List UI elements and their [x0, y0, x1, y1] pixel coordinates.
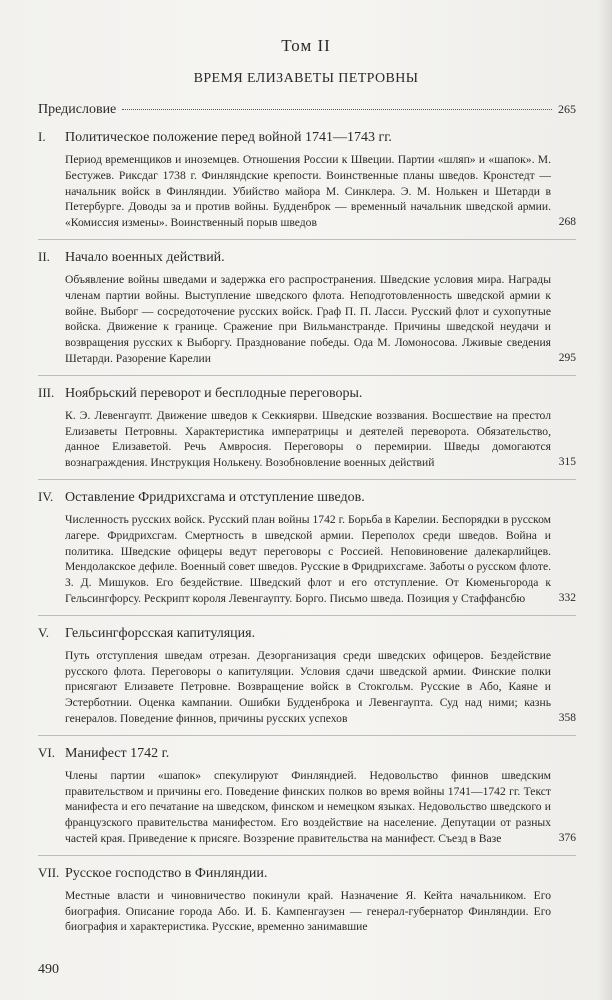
toc-entry-chapter-5[interactable] — [38, 624, 576, 727]
chapter-title: Русское господство в Финляндии. — [65, 865, 268, 881]
toc-entry-chapter-2[interactable] — [38, 248, 576, 367]
chapter-heading — [38, 128, 576, 147]
chapter-description: Члены партии «шапок» спекулируют Финляндией. Недовольство финнов шведским правительством и причины его. Поведение финских полков во время войны 1741—1742 гг. Текст манифеста и его печатание на шведском, финском и немецком языках. Недовольство шведского и французского правительства манифестом. Его воздействие на население. Депутации от разных частей края. Приведение к присяге. Воззрение правительства на манифест. Съезд в Вазе — [65, 768, 551, 845]
chapter-summary — [65, 888, 576, 935]
page-folio-number: 490 — [38, 962, 59, 977]
chapter-heading — [38, 248, 576, 267]
chapter-title: Ноябрьский переворот и бесплодные переговоры. — [65, 385, 363, 401]
chapter-summary — [65, 272, 576, 367]
chapter-heading — [38, 864, 576, 883]
divider — [38, 479, 576, 480]
preface-label: Предисловие — [38, 102, 117, 117]
page-number: 268 — [558, 216, 576, 229]
chapter-number: VI. — [38, 744, 55, 760]
page-number: 376 — [558, 831, 576, 844]
divider — [38, 855, 576, 856]
page-number: 332 — [558, 591, 576, 604]
dot-leader — [122, 109, 552, 110]
chapter-summary — [65, 648, 576, 727]
chapter-title: Гельсингфорсская капитуляция. — [65, 625, 256, 641]
chapter-number: I. — [38, 129, 46, 144]
part-title: ВРЕМЯ ЕЛИЗАВЕТЫ ПЕТРОВНЫ — [193, 71, 419, 86]
divider — [38, 615, 576, 616]
chapter-title: Оставление Фридрихсгама и отступление шведов. — [65, 489, 365, 505]
chapter-heading — [38, 488, 576, 507]
toc-entry-chapter-7[interactable] — [38, 864, 576, 935]
chapter-number: V. — [38, 624, 49, 640]
chapter-title: Манифест 1742 г. — [65, 745, 170, 761]
toc-entry-chapter-1[interactable] — [38, 128, 576, 231]
chapter-description: Путь отступления шведам отрезан. Дезорганизация среди шведских офицеров. Бездействие русского флота. Переговоры о капитуляции. Условия сдачи шведской армии. Финские полки присягают Елизавете Петровне. Возвращение войск в Стокгольм. Русские в Або, Каяне и Эстерботнии. Оценка кампании. Ошибки Будденброка и Левенгаупта. Суд над ними; казнь генералов. Поведение финнов, причины русских успехов — [65, 648, 551, 725]
divider — [38, 375, 576, 376]
toc-entry-chapter-6[interactable] — [38, 744, 576, 847]
chapter-number: VII. — [38, 864, 60, 880]
toc-entry-preface[interactable] — [38, 102, 576, 118]
chapter-heading — [38, 384, 576, 403]
chapter-number: II. — [38, 248, 50, 264]
page-number: 295 — [558, 351, 576, 364]
page-number: 358 — [558, 711, 576, 724]
chapter-summary — [65, 512, 576, 607]
chapter-summary — [65, 408, 576, 471]
chapter-heading — [38, 624, 576, 643]
chapter-title: Начало военных действий. — [65, 249, 225, 265]
table-of-contents — [38, 102, 576, 935]
toc-entry-chapter-4[interactable] — [38, 488, 576, 607]
divider — [38, 239, 576, 240]
chapter-description: Численность русских войск. Русский план войны 1742 г. Борьба в Карелии. Беспорядки в русском лагере. Фридрихсгам. Смертность в шведской армии. Переполох среди шведов. Война и политика. Шведские офицеры ведут переговоры с Россией. Неповиновение далекарлийцев. Мендолакское дефиле. Военный совет шведов. Русские в Фридрихсгаме. Заботы о русском флоте. З. Д. Мишуков. Его бездействие. Шведский флот и его отступление. От Кюменьгорода к Гельсингфорсу. Рескрипт короля Левенгаупту. Борго. Письмо шведа. Позиция у Стаффансбю — [65, 512, 551, 605]
toc-entry-chapter-3[interactable] — [38, 384, 576, 471]
chapter-heading — [38, 744, 576, 763]
page-number: 315 — [558, 456, 576, 469]
chapter-description: Местные власти и чиновничество покинули край. Назначение Я. Кейта начальником. Его биография. Описание города Або. И. Б. Кампенгаузен — генерал-губернатор Финляндии. Его биография и характеристика. Русские, временно занимавшие — [65, 888, 551, 934]
page-number: 265 — [558, 102, 576, 116]
chapter-summary — [65, 768, 576, 847]
chapter-number: IV. — [38, 488, 54, 504]
chapter-title: Политическое положение перед войной 1741—1743 гг. — [65, 130, 392, 145]
divider — [38, 735, 576, 736]
chapter-description: К. Э. Левенгаупт. Движение шведов к Секкиярви. Шведские воззвания. Восшествие на престол Елизаветы Петровны. Характеристика императрицы и деятелей переворота. Обязательство, данное Елизаветой. Речь Амвросия. Переговоры о перемирии. Шведы домогаются вознаграждения. Инструкция Нолькену. Возобновление военных действий — [65, 408, 551, 470]
page-edge-shadow — [598, 0, 612, 1000]
volume-title: Том II — [281, 36, 331, 55]
chapter-description: Объявление войны шведами и задержка его распространения. Шведские условия мира. Награды членам партии войны. Выступление шведского флота. Неподготовленность шведской армии к войне. Выборг — сосредоточение русских войск. Граф П. П. Ласси. Русский флот и сухопутные войска. Движение к границе. Сражение при Вильманстранде. Причины шведской неудачи и возвращения русских к Выборгу. Празднование победы. Ода М. Ломоносова. Лживые сведения Шетарди. Разорение Карелии — [65, 272, 551, 365]
chapter-number: III. — [38, 384, 55, 400]
chapter-summary — [65, 152, 576, 231]
chapter-description: Период временщиков и иноземцев. Отношения России к Швеции. Партии «шляп» и «шапок». М. Бестужев. Риксдаг 1738 г. Финляндские крепости. Воинственные планы шведов. Кронстедт — начальник войск в Финляндии. Убийство майора М. Синклера. Э. М. Нолькен и Шетарди в Петербурге. Доводы за и против войны. Будденброк — временный начальник шведской армии. «Комиссия измены». Воинственный порыв шведов — [65, 153, 551, 230]
